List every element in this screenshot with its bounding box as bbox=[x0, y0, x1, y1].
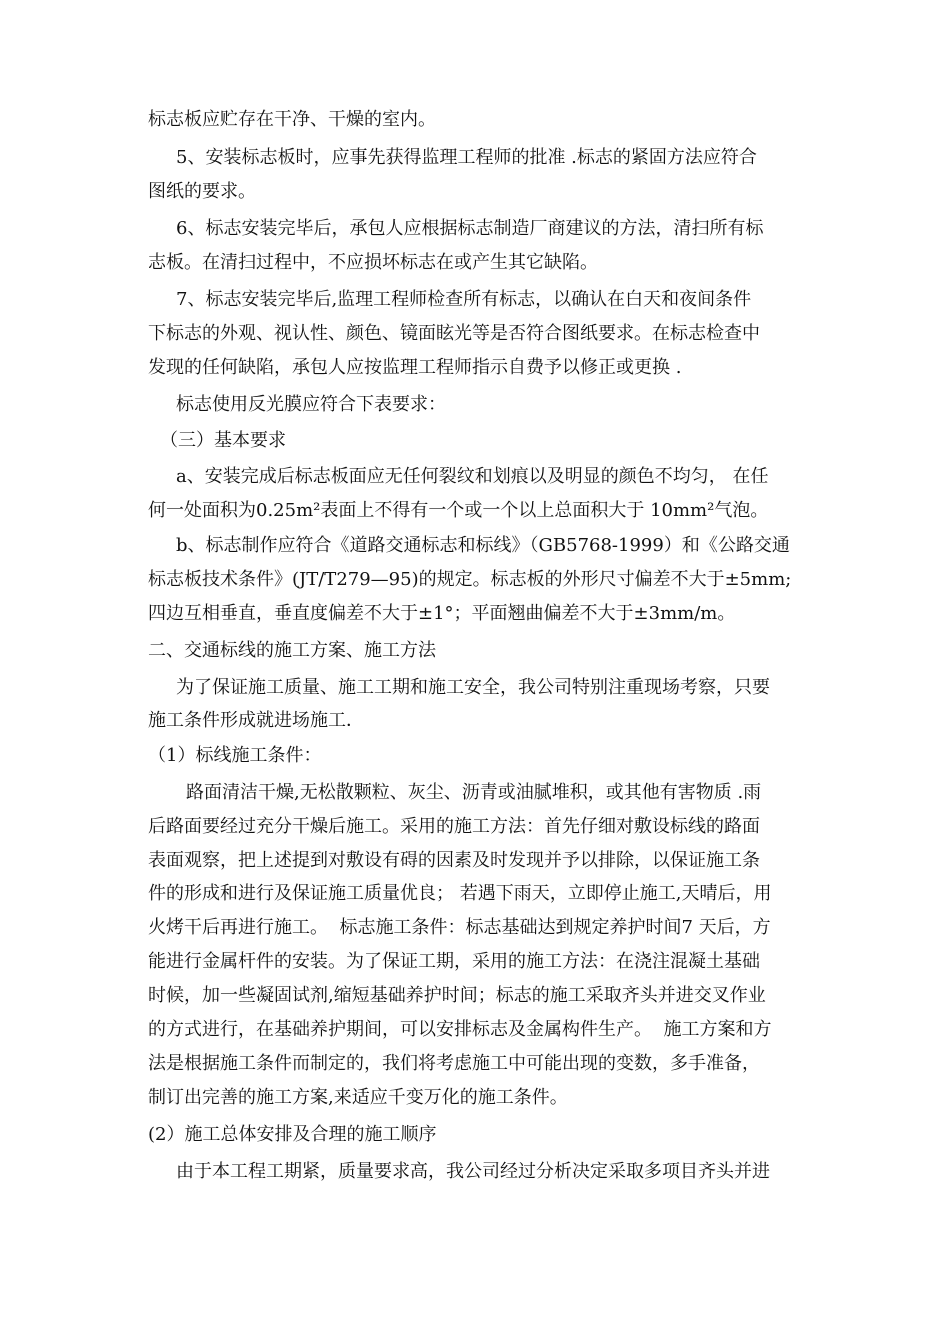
text-line: 的方式进行，在基础养护期间，可以安排标志及金属构件生产。 施工方案和方 bbox=[148, 1019, 772, 1040]
text-line: 标志使用反光膜应符合下表要求： bbox=[176, 394, 446, 415]
text-line: 标志板应贮存在干净、干燥的室内。 bbox=[148, 109, 436, 130]
text-line: 件的形成和进行及保证施工质量优良； 若遇下雨天，立即停止施工,天晴后，用 bbox=[148, 883, 772, 904]
text-line: 何一处面积为0.25m²表面上不得有一个或一个以上总面积大于 10mm²气泡。 bbox=[148, 500, 769, 521]
text-line: b、标志制作应符合《道路交通标志和标线》（GB5768-1999）和《公路交通 bbox=[176, 535, 790, 556]
text-line: 路面清洁干燥,无松散颗粒、灰尘、沥青或油腻堆积，或其他有害物质 .雨 bbox=[186, 782, 762, 803]
section-heading: 二、交通标线的施工方案、施工方法 bbox=[148, 640, 436, 661]
text-line: 施工条件形成就进场施工． bbox=[148, 710, 364, 731]
text-line: 志板。在清扫过程中，不应损坏标志在或产生其它缺陷。 bbox=[148, 252, 598, 273]
text-line: 后路面要经过充分干燥后施工。采用的施工方法：首先仔细对敷设标线的路面 bbox=[148, 816, 760, 837]
text-line: 由于本工程工期紧，质量要求高，我公司经过分析决定采取多项目齐头并进 bbox=[176, 1161, 770, 1182]
subsection-heading: (2）施工总体安排及合理的施工顺序 bbox=[148, 1124, 437, 1145]
text-line: 6、标志安装完毕后，承包人应根据标志制造厂商建议的方法，清扫所有标 bbox=[176, 218, 764, 239]
text-line: 表面观察，把上述提到对敷设有碍的因素及时发现并予以排除，以保证施工条 bbox=[148, 850, 760, 871]
text-line: 四边互相垂直，垂直度偏差不大于±1°；平面翘曲偏差不大于±3mm/m。 bbox=[148, 603, 736, 624]
text-line: 制订出完善的施工方案,来适应千变万化的施工条件。 bbox=[148, 1087, 568, 1108]
text-line: 法是根据施工条件而制定的，我们将考虑施工中可能出现的变数，多手准备， bbox=[148, 1053, 760, 1074]
text-line: 下标志的外观、视认性、颜色、镜面眩光等是否符合图纸要求。在标志检查中 bbox=[148, 323, 760, 344]
text-line: 能进行金属杆件的安装。为了保证工期，采用的施工方法：在浇注混凝土基础 bbox=[148, 951, 760, 972]
subsection-heading: （1）标线施工条件： bbox=[148, 745, 322, 766]
text-line: 标志板技术条件》(JT/T279—95)的规定。标志板的外形尺寸偏差不大于±5mm; bbox=[148, 569, 792, 590]
section-heading: （三）基本要求 bbox=[160, 430, 286, 451]
text-line: 5、安装标志板时，应事先获得监理工程师的批准 .标志的紧固方法应符合 bbox=[176, 147, 757, 168]
text-line: 7、标志安装完毕后,监理工程师检查所有标志，以确认在白天和夜间条件 bbox=[176, 289, 752, 310]
text-line: 发现的任何缺陷，承包人应按监理工程师指示自费予以修正或更换 . bbox=[148, 357, 682, 378]
text-line: 火烤干后再进行施工。 标志施工条件：标志基础达到规定养护时间7 天后，方 bbox=[148, 917, 771, 938]
text-line: 为了保证施工质量、施工工期和施工安全，我公司特别注重现场考察，只要 bbox=[176, 677, 770, 698]
text-line: 图纸的要求。 bbox=[148, 181, 256, 202]
text-line: a、安装完成后标志板面应无任何裂纹和划痕以及明显的颜色不均匀， 在任 bbox=[176, 466, 769, 487]
text-line: 时候，加一些凝固试剂,缩短基础养护时间；标志的施工采取齐头并进交叉作业 bbox=[148, 985, 766, 1006]
